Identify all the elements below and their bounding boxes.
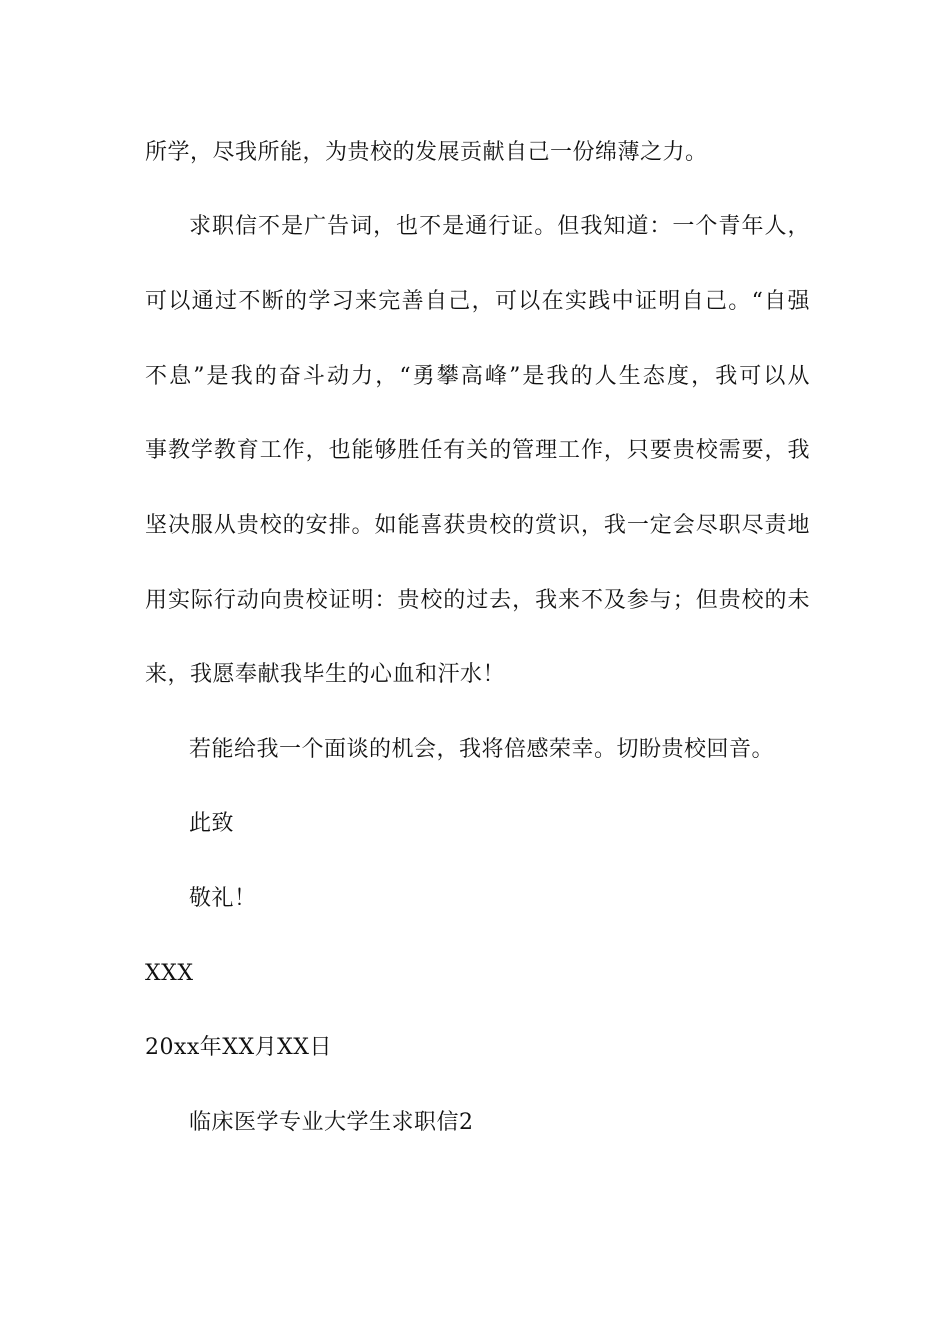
paragraph-line-8: 来，我愿奉献我毕生的心血和汗水！ (145, 662, 506, 687)
paragraph-line-5: 事教学教育工作，也能够胜任有关的管理工作，只要贵校需要，我 (145, 438, 810, 463)
paragraph-line-3: 可以通过不断的学习来完善自己，可以在实践中证明自己。“自强 (145, 289, 810, 314)
closing-regards: 敬礼！ (189, 886, 257, 911)
paragraph-line-7: 用实际行动向贵校证明：贵校的过去，我来不及参与；但贵校的未 (145, 588, 810, 613)
signature-date: 20xx年XX月XX日 (145, 1035, 332, 1060)
paragraph-line-2: 求职信不是广告词，也不是通行证。但我知道：一个青年人， (189, 214, 810, 239)
next-letter-title: 临床医学专业大学生求职信2 (189, 1110, 474, 1135)
paragraph-line-1: 所学，尽我所能，为贵校的发展贡献自己一份绵薄之力。 (145, 140, 708, 165)
signature-name: XXX (145, 961, 194, 986)
closing-salutation: 此致 (189, 811, 235, 836)
paragraph-line-6: 坚决服从贵校的安排。如能喜获贵校的赏识，我一定会尽职尽责地 (145, 513, 810, 538)
interview-request-line: 若能给我一个面谈的机会，我将倍感荣幸。切盼贵校回音。 (189, 737, 775, 762)
paragraph-line-4: 不息”是我的奋斗动力，“勇攀高峰”是我的人生态度，我可以从 (145, 364, 810, 389)
